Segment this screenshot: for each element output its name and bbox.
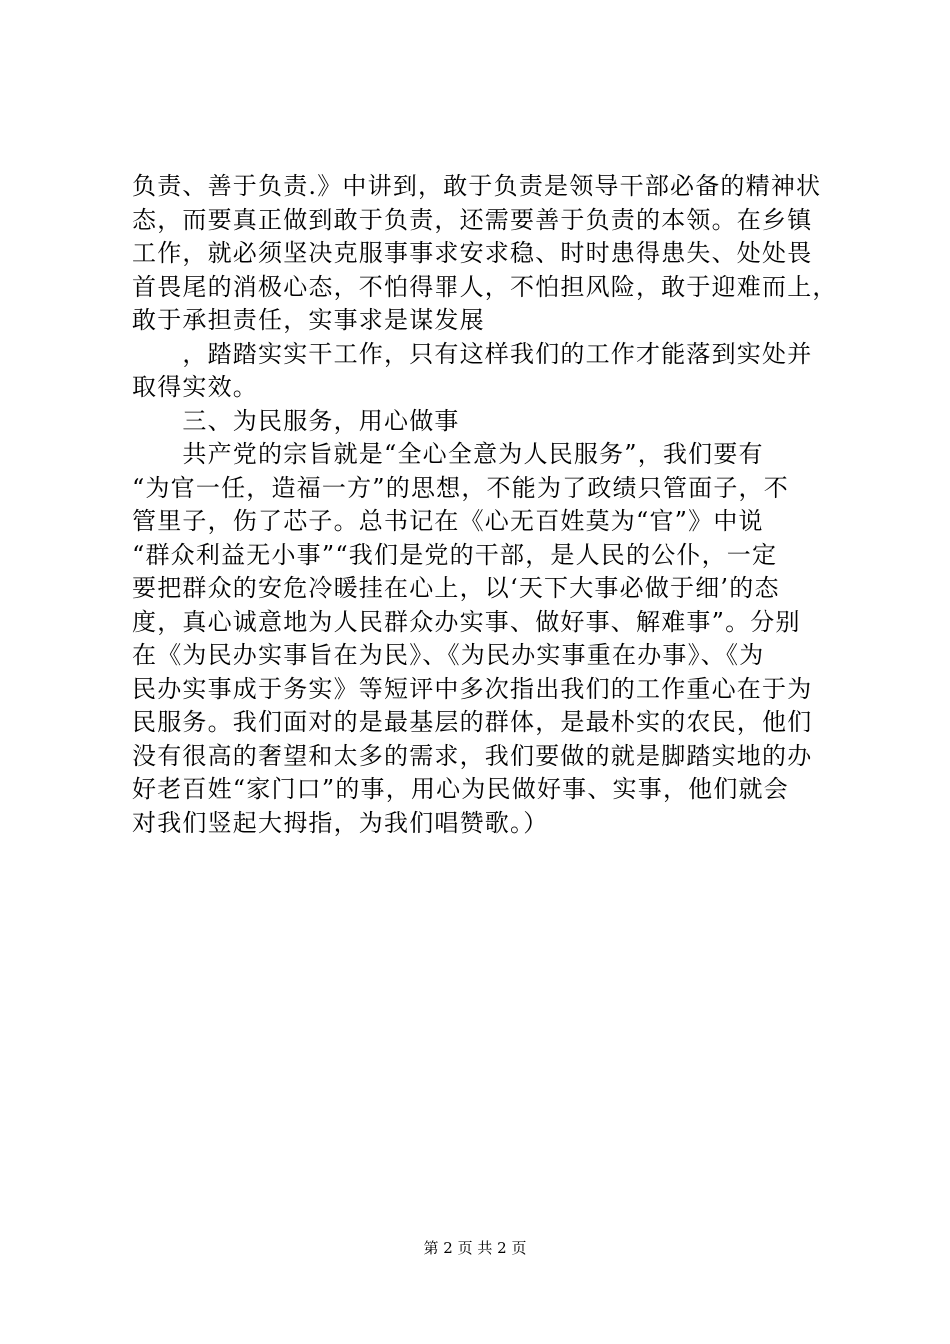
text-line-14: 度，真心诚意地为人民群众办实事、做好事、解难事”。分别: [132, 607, 801, 636]
text-line-19: 好老百姓“家门口”的事，用心为民做好事、实事，他们就会: [132, 775, 789, 803]
text-line-1: 负责、善于负责.》中讲到，敢于负责是领导干部必备的精神状: [132, 172, 822, 200]
body-text: [132, 170, 838, 840]
text-line-16: 民办实事成于务实》等短评中多次指出我们的工作重心在于为: [132, 674, 813, 703]
page-footer: 第 2 页 共 2 页: [423, 1239, 527, 1257]
text-line-18: 没有很高的奢望和太多的需求，我们要做的就是脚踏实地的办: [132, 741, 813, 770]
text-line-15: 在《为民办实事旨在为民》、《为民办实事重在办事》、《为: [132, 641, 765, 669]
text-line-13: 要把群众的安危冷暖挂在心上，以‘天下大事必做于细’的态: [132, 574, 780, 602]
section-heading: 三、为民服务，用心做事: [132, 406, 460, 435]
text-line-6: ，踏踏实实干工作，只有这样我们的工作才能落到实处并: [132, 339, 813, 368]
text-line-9: 共产党的宗旨就是“全心全意为人民服务”，我们要有: [132, 440, 764, 468]
text-line-20: 对我们竖起大拇指，为我们唱赞歌。）: [132, 808, 549, 837]
text-line-10: “为官一任，造福一方”的思想，不能为了政绩只管面子，不: [132, 473, 789, 502]
text-line-7: 取得实效。: [132, 373, 258, 401]
text-line-3: 工作，就必须坚决克服事事求安求稳、时时患得患失、处处畏: [132, 239, 813, 267]
text-line-2: 态，而要真正做到敢于负责，还需要善于负责的本领。在乡镇: [132, 205, 813, 234]
text-line-12: “群众利益无小事”“我们是党的干部，是人民的公仆，一定: [132, 540, 778, 569]
text-line-5: 敢于承担责任，实事求是谋发展: [132, 306, 485, 334]
text-line-17: 民服务。我们面对的是最基层的群体，是最朴实的农民，他们: [132, 708, 813, 736]
text-line-4: 首畏尾的消极心态，不怕得罪人，不怕担风险，敢于迎难而上，: [132, 272, 838, 301]
text-line-11: 管里子，伤了芯子。总书记在《心无百姓莫为“官”》中说: [132, 507, 764, 535]
